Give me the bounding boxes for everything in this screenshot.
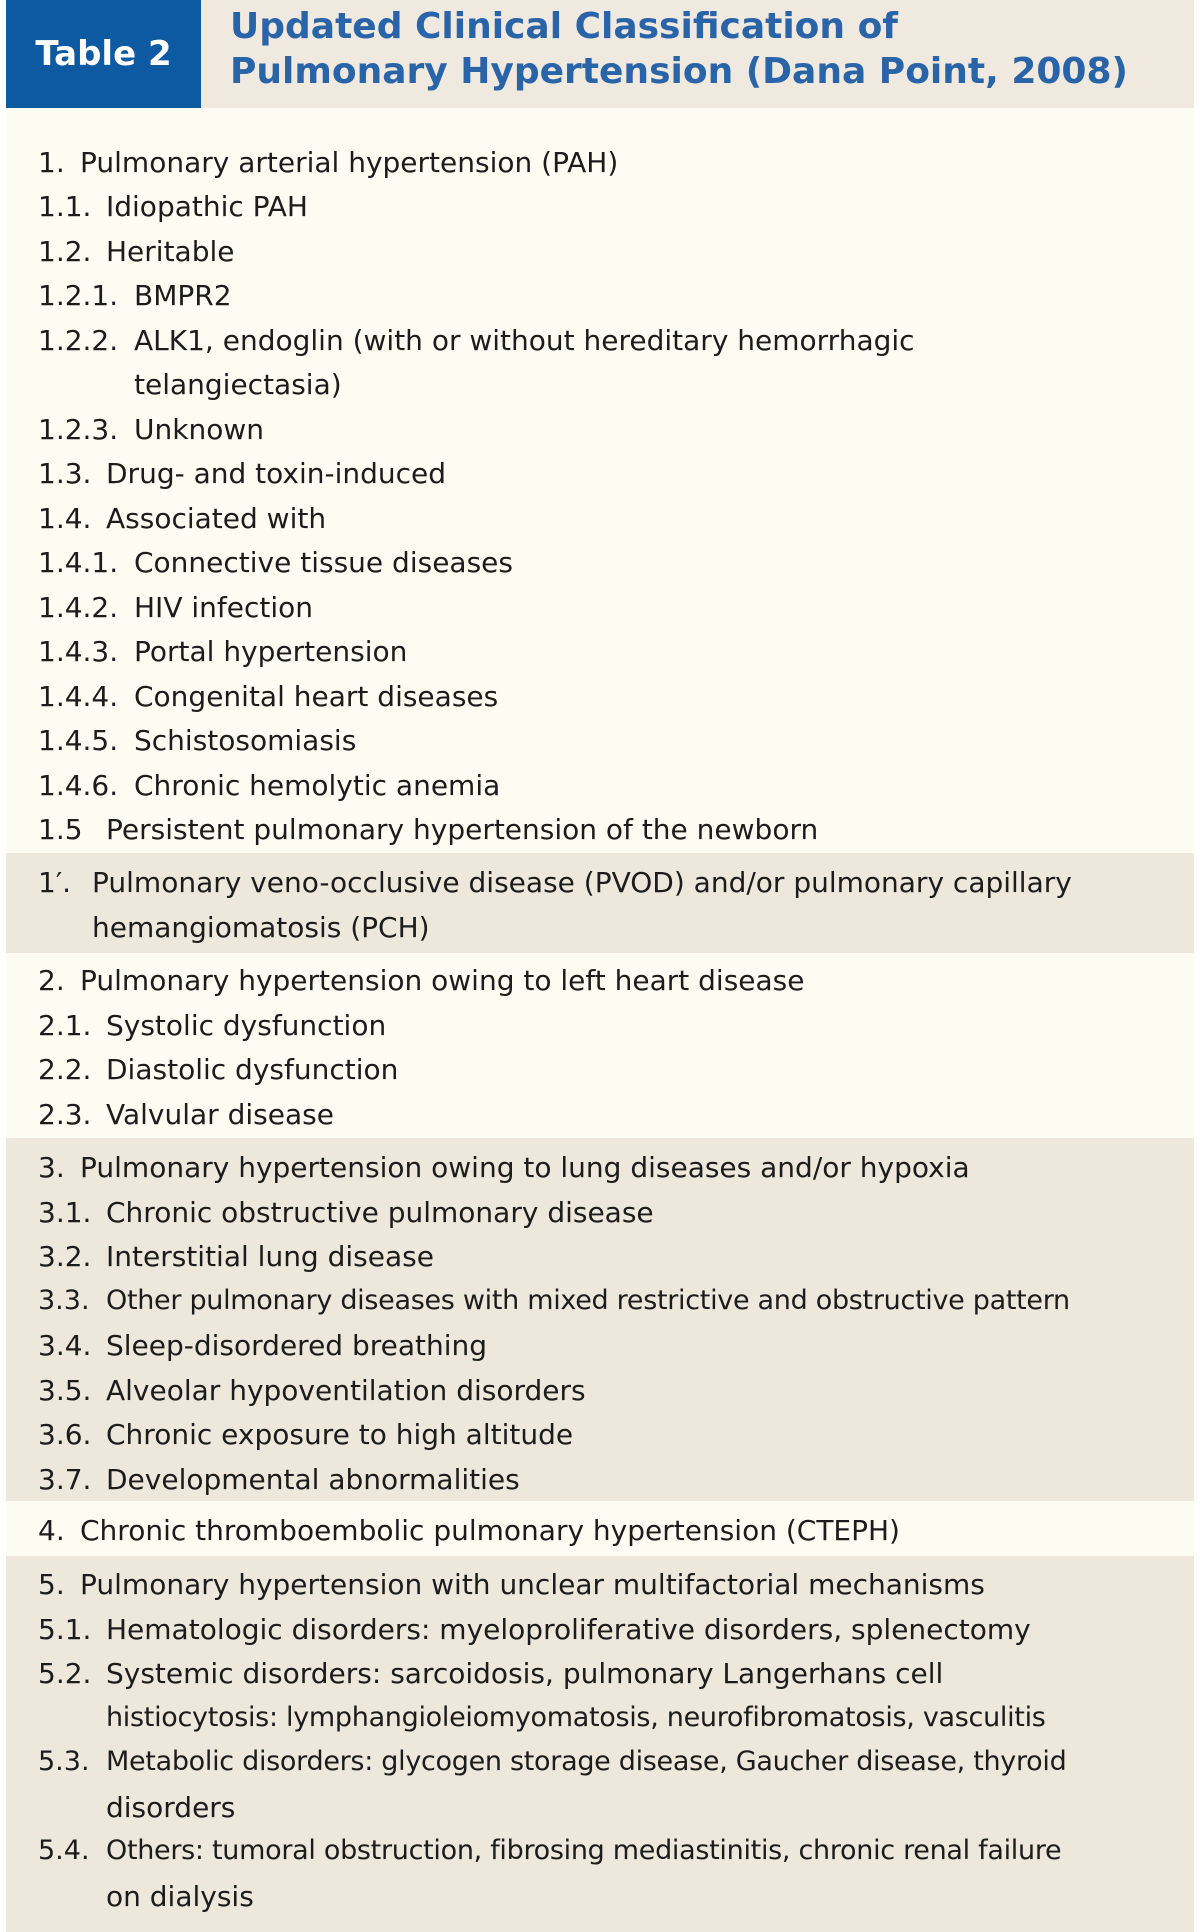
classification-table: Table 2 Updated Clinical Classification of Pulmonary Hypertension (Dana Point, 2008) 1. Pulmonary arterial hypertension (PAH) 1.1. Idiopathic PAH 1.2. Heritable 1.2.1. BMPR2 1.2.2. ALK1, endoglin (with or without hereditary hemorrhagic telangiectasia) 1.2.3. Unknown 1.3. Drug- and toxin-induced 1.4. Associated with 1.4.1. Connective tissue diseases 1.4.2. HIV infection 1.4.3. Portal hypertension 1.4.4. Congenital heart diseases 1.4.5. Schistosomiasis 1.4.6. Chronic hemolytic anemia 1.5 Persistent pulmonary hypertension of the newborn 1′. Pulmonary veno-occlusive disease (PVOD) and/or pulmonary capillary hemangiomatosis (PCH) 2. Pulmonary hypertension owing to left heart disease 2.1. Systolic dysfunction 2.2. Diastolic dysfunction 2.3. Valvular disease 3. Pulmonary hypertension owing to lung diseases and/or hypoxia 3.1. Chronic obstructive pulmonary disease 3.2. Interstitial lung disease 3.3. Other pulmonary diseases with mixed restrictive and obstructive pattern 3.4. Sleep-disordered breathing 3.5. Alveolar hypoventilation disorders 3.6. Chronic exposure to high altitude 3.7. Developmental abnormalities 4. Chronic thromboembolic pulmonary hypertension (CTEPH) 5. Pulmonary hypertension with unclear multifactorial mechanisms 5.1. Hematologic disorders: myeloproliferative disorders, splenectomy 5.2. Systemic disorders: sarcoidosis, pulmonary Langerhans cell histiocytosis: lymphangioleiomyomatosis, neurofibromatosis, vasculitis 5.3. Metabolic disorders: glycogen storage disease, Gaucher disease, thyroid disorders 5.4. Others: tumoral obstruction, fibrosing mediastinitis, chronic renal failure on dialysis [6,0,1194,1932]
table-title [230,4,1128,94]
table-title-line-2: Pulmonary Hypertension (Dana Point, 2008) [230,51,1128,92]
table-header [6,0,1194,108]
table-title-line-1: Updated Clinical Classification of [230,6,898,47]
table-number-tag: Table 2 [6,0,201,108]
